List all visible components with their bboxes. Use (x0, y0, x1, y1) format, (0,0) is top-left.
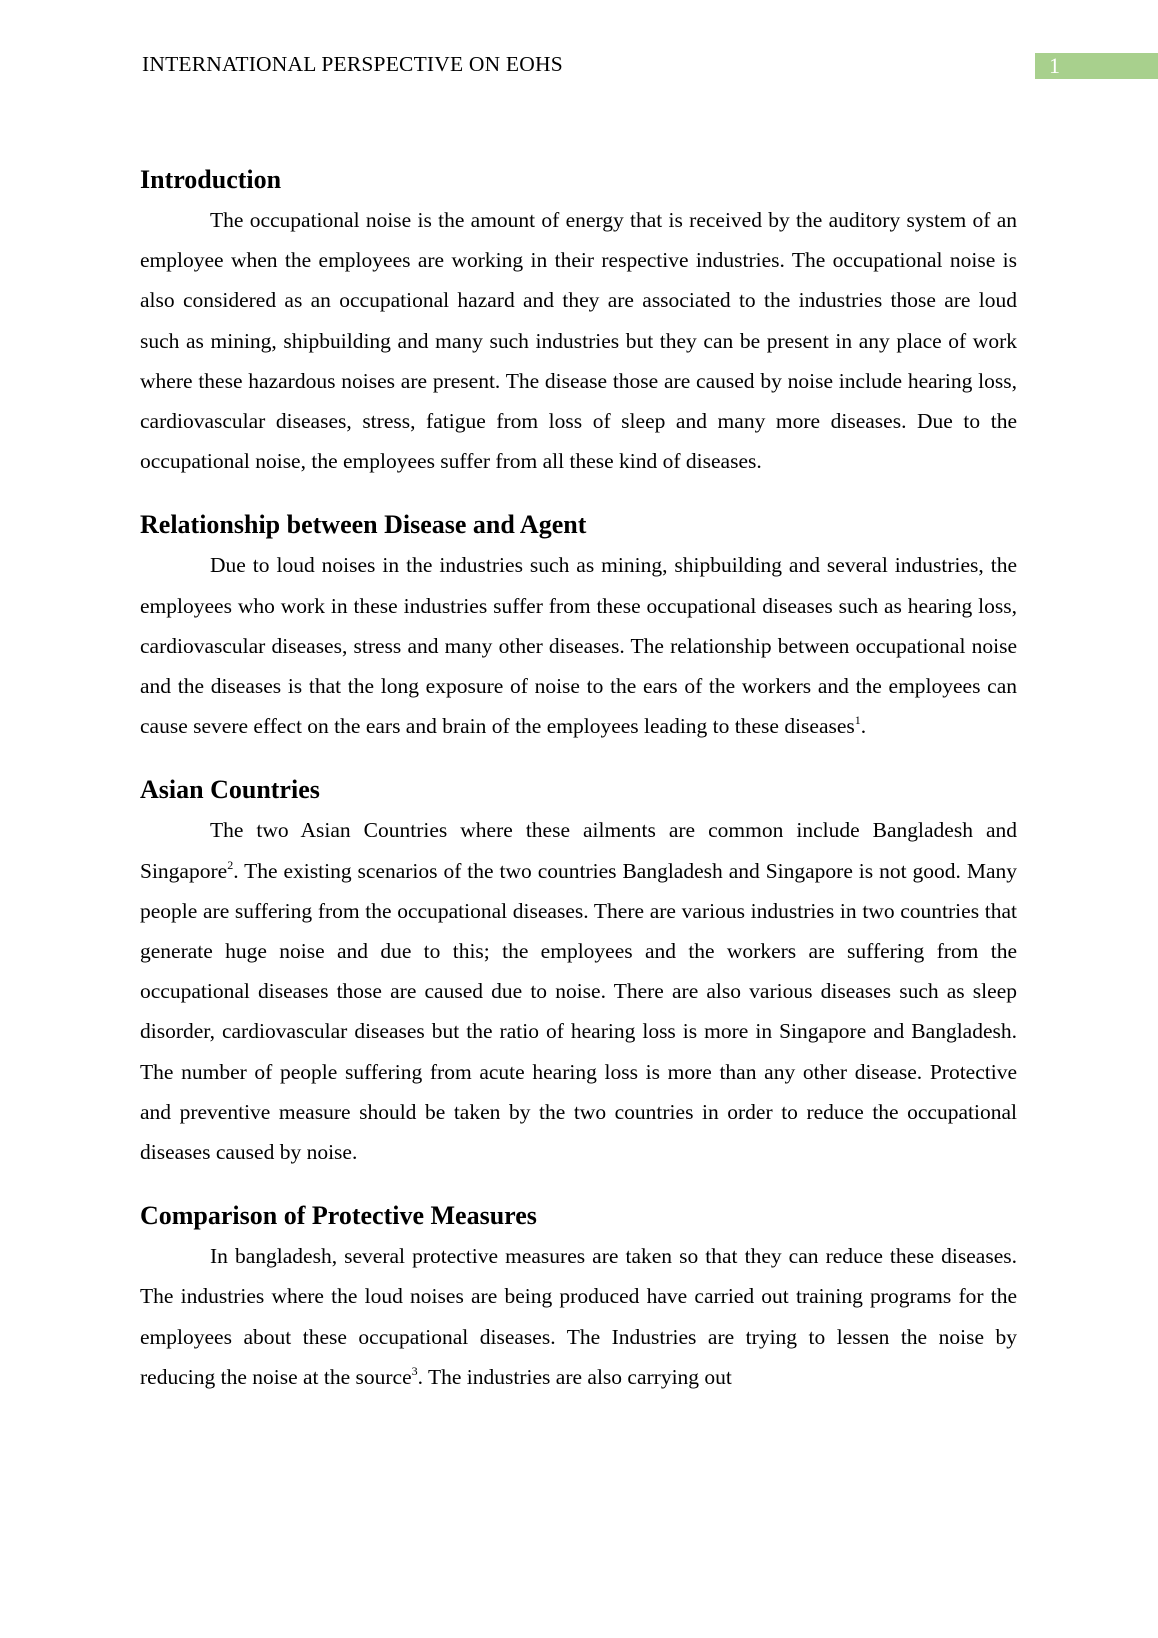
section-paragraph (140, 545, 1017, 746)
paragraph-text: . The industries are also carrying out (417, 1364, 732, 1389)
running-head: INTERNATIONAL PERSPECTIVE ON EOHS (142, 52, 563, 76)
section-relationship (140, 505, 1017, 746)
footnote-ref[interactable]: 3 (411, 1363, 418, 1378)
section-heading: Comparison of Protective Measures (140, 1201, 537, 1231)
section-heading: Asian Countries (140, 775, 320, 805)
section-asian-countries (140, 770, 1017, 1172)
paragraph-text: The two Asian Countries where these ailments are common include Bangladesh and Singapore (140, 818, 1017, 883)
document-body (140, 160, 1017, 1421)
paragraph-text: Due to loud noises in the industries such as mining, shipbuilding and several industries, the employees who work in these industries suffer from these occupational diseases such as hearing loss, cardiovascular diseases, stress and many other diseases. The relationship between occupational noise and the diseases is that the long exposure of noise to the ears of the workers and the employees can cause severe effect on the ears and brain of the employees leading to these diseases (140, 553, 1017, 739)
paragraph-text: . The existing scenarios of the two countries Bangladesh and Singapore is not good. Many people are suffering from the occupational diseases. There are various industries in two countries that generate huge noise and due to this; the employees and the workers are suffering from the occupational diseases those are caused due to noise. There are also various diseases such as sleep disorder, cardiovascular diseases but the ratio of hearing loss is more in Singapore and Bangladesh. The number of people suffering from acute hearing loss is more than any other disease. Protective and preventive measure should be taken by the two countries in order to reduce the occupational diseases caused by noise. (140, 858, 1017, 1165)
section-paragraph: The occupational noise is the amount of energy that is received by the auditory system of an employee when the employees are working in their respective industries. The occupational noise is also considered as an occupational hazard and they are associated to the industries those are loud such as mining, shipbuilding and many such industries but they can be present in any place of work where these hazardous noises are present. The disease those are caused by noise include hearing loss, cardiovascular diseases, stress, fatigue from loss of sleep and many more diseases. Due to the occupational noise, the employees suffer from all these kind of diseases. (140, 208, 1017, 474)
footnote-ref[interactable]: 2 (227, 857, 234, 872)
footnote-ref[interactable]: 1 (854, 713, 861, 728)
section-protective-measures (140, 1196, 1017, 1397)
page-number: 1 (1035, 53, 1158, 79)
section-introduction (140, 160, 1017, 481)
paragraph-text: In bangladesh, several protective measures are taken so that they can reduce these diseases. The industries where the loud noises are being produced have carried out training programs for the employees about these occupational diseases. The Industries are trying to lessen the noise by reducing the noise at the source (140, 1244, 1017, 1389)
section-heading: Introduction (140, 165, 282, 194)
section-heading: Relationship between Disease and Agent (140, 510, 587, 540)
section-paragraph (140, 1236, 1017, 1397)
section-paragraph (140, 810, 1017, 1172)
paragraph-text: . (860, 714, 867, 739)
